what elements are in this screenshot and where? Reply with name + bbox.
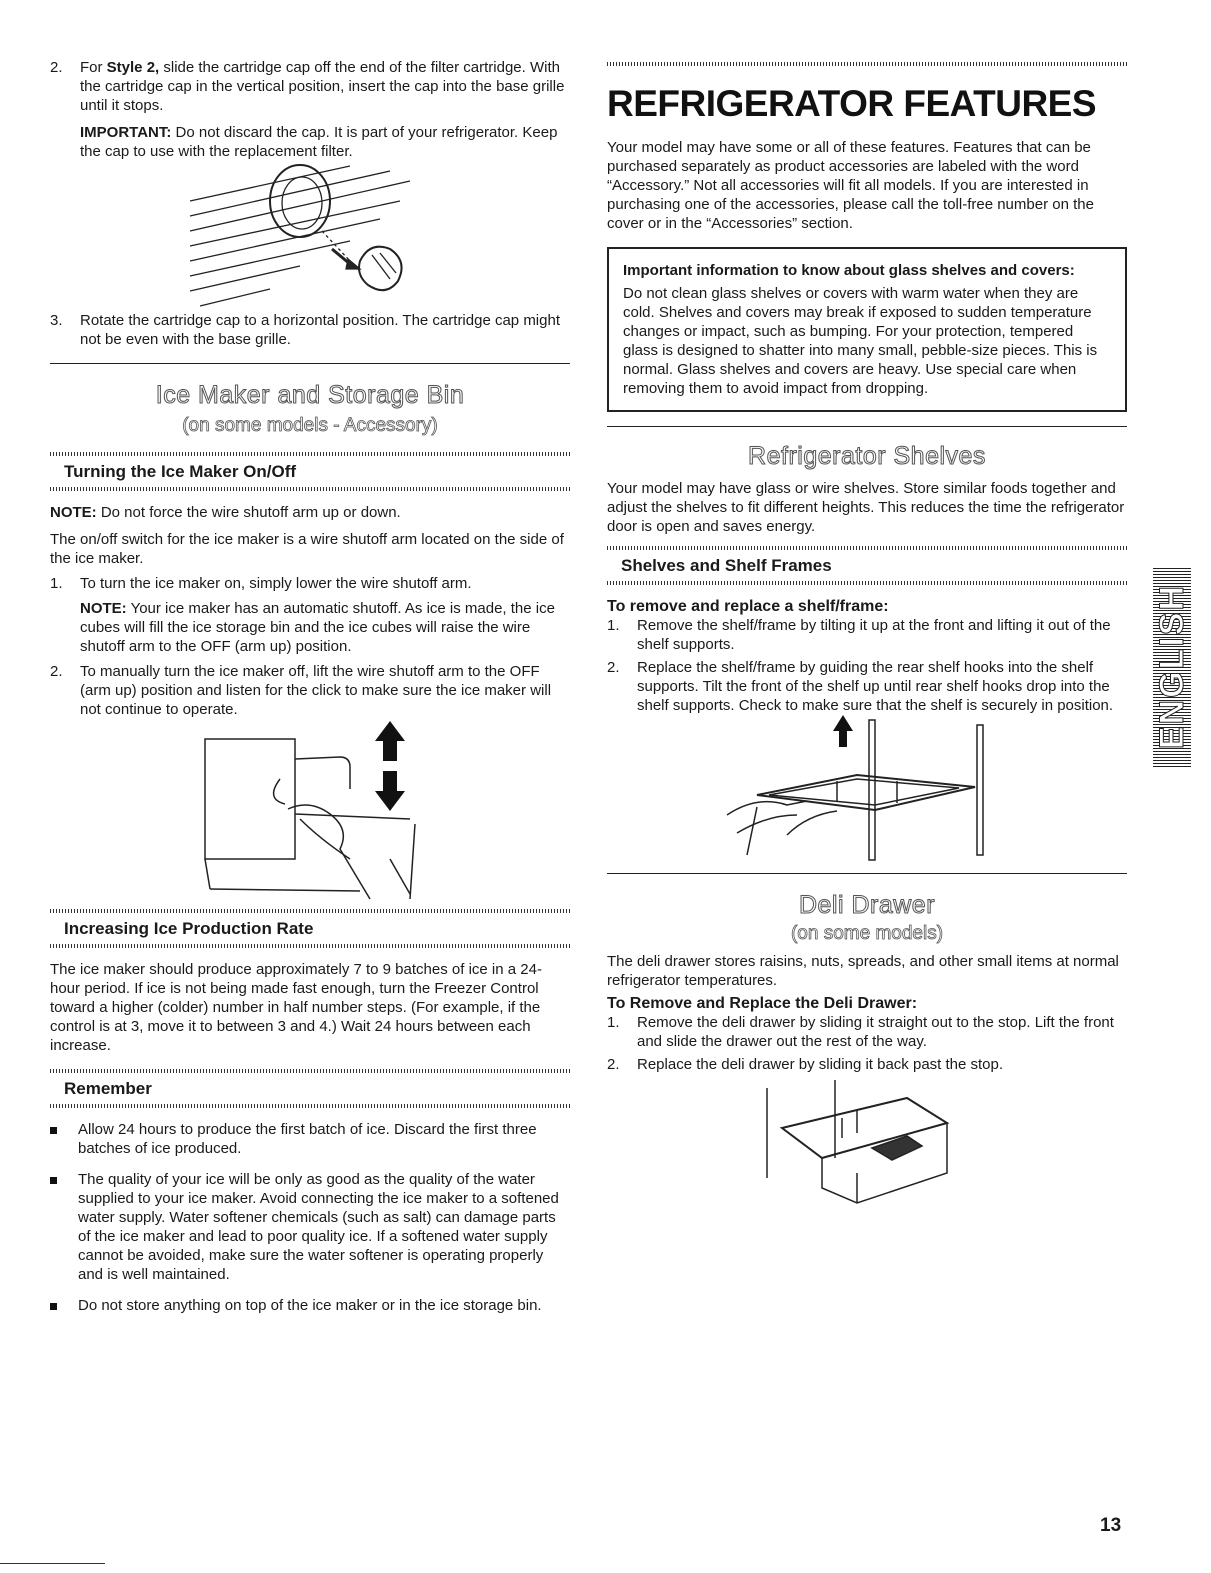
language-side-tab bbox=[1153, 567, 1191, 767]
note-label: NOTE: bbox=[80, 600, 127, 617]
deli-drawer-illustration bbox=[607, 1078, 1127, 1208]
turning-heading: Turning the Ice Maker On/Off bbox=[64, 462, 297, 481]
bullet-icon bbox=[50, 1170, 78, 1284]
frames-heading: Shelves and Shelf Frames bbox=[621, 556, 832, 575]
turn-off-step bbox=[50, 662, 570, 719]
step-text bbox=[80, 58, 570, 115]
step-number: 3. bbox=[50, 312, 63, 329]
hatch-rule bbox=[50, 487, 570, 491]
deli-remove-step bbox=[607, 1013, 1127, 1051]
notice-title: Important information to know about glass shelves and covers: bbox=[623, 262, 1075, 279]
page-title: REFRIGERATOR FEATURES bbox=[607, 83, 1097, 124]
hatch-rule bbox=[50, 452, 570, 456]
hatch-rule bbox=[607, 62, 1127, 66]
step-text: Remove the deli drawer by sliding it straight out to the stop. Lift the front and slide the drawer out the rest of the way. bbox=[637, 1014, 1114, 1050]
footer-rule bbox=[0, 1563, 105, 1564]
ice-maker-subheading: (on some models - Accessory) bbox=[182, 415, 438, 436]
hatch-rule bbox=[50, 944, 570, 948]
hatch-rule bbox=[607, 581, 1127, 585]
remove-shelf-heading: To remove and replace a shelf/frame: bbox=[607, 598, 889, 615]
remove-shelf-step bbox=[607, 616, 1127, 654]
step-number: 2. bbox=[607, 1056, 620, 1073]
remember-text: Do not store anything on top of the ice maker or in the ice storage bin. bbox=[78, 1297, 542, 1314]
shelves-heading: Refrigerator Shelves bbox=[748, 442, 986, 470]
hatch-rule bbox=[50, 1069, 570, 1073]
remember-text: The quality of your ice will be only as good as the quality of the water supplied to your ice maker. Avoid connecting the ice maker to a softened water supply. Water softener chemicals (such as salt) can damage parts of the ice maker and lead to poor quality ice. If a softened water supply cannot be avoided, make sure the water softener is operating properly and is well maintained. bbox=[78, 1171, 559, 1283]
shelf-removal-illustration bbox=[607, 715, 1127, 865]
important-label: IMPORTANT: bbox=[80, 124, 172, 141]
shelves-paragraph: Your model may have glass or wire shelves. Store similar foods together and adjust the shelves to fit different heights. This reduces the time the refrigerator door is open and saves energy. bbox=[607, 480, 1125, 535]
increasing-heading: Increasing Ice Production Rate bbox=[64, 919, 314, 938]
step-number: 1. bbox=[607, 1014, 620, 1031]
deli-drawer-subheading: (on some models) bbox=[790, 923, 944, 944]
bullet-icon bbox=[50, 1296, 78, 1315]
step-text: Remove the shelf/frame by tilting it up at the front and lifting it out of the shelf supports. bbox=[637, 617, 1111, 653]
bullet-icon bbox=[50, 1120, 78, 1158]
remember-heading: Remember bbox=[64, 1079, 152, 1098]
step-text: To manually turn the ice maker off, lift the wire shutoff arm to the OFF (arm up) position and listen for the click to make sure the ice maker will not continue to operate. bbox=[80, 663, 552, 718]
left-column bbox=[50, 58, 570, 1315]
deli-drawer-heading: Deli Drawer bbox=[798, 891, 936, 919]
remember-item bbox=[50, 1170, 570, 1284]
step-text-pre: For bbox=[80, 59, 107, 76]
step-number: 1. bbox=[50, 575, 63, 592]
auto-shutoff-note bbox=[50, 599, 570, 656]
step-text: To turn the ice maker on, simply lower the wire shutoff arm. bbox=[80, 575, 472, 592]
replace-shelf-step bbox=[607, 658, 1127, 715]
notice-text: Do not clean glass shelves or covers with warm water when they are cold. Shelves and covers may break if exposed to sudden temperature changes or impact, such as bumping. For your protection, tempered glass is designed to shatter into many small, pebble-size pieces. This is normal. Glass shelves and covers are heavy. Use special care when removing them to avoid impact from dropping. bbox=[623, 285, 1098, 397]
deli-remove-heading: To Remove and Replace the Deli Drawer: bbox=[607, 995, 918, 1012]
note-text: Your ice maker has an automatic shutoff. As ice is made, the ice cubes will fill the ice storage bin and the ice cubes will raise the wire shutoff arm to the OFF (arm up) position. bbox=[80, 600, 555, 655]
cartridge-cap-illustration bbox=[50, 161, 570, 311]
note-label: NOTE: bbox=[50, 504, 97, 521]
glass-shelves-notice bbox=[607, 247, 1127, 412]
section-divider bbox=[607, 426, 1127, 427]
step-text: Replace the deli drawer by sliding it back past the stop. bbox=[637, 1056, 1004, 1073]
remember-item bbox=[50, 1296, 570, 1315]
step-text: Replace the shelf/frame by guiding the rear shelf hooks into the shelf supports. Tilt the front of the shelf up until rear shelf hooks drop into the shelf supports. Check to make sure that the shelf is securely in position. bbox=[637, 659, 1114, 714]
style-label: Style 2, bbox=[106, 59, 160, 76]
important-text: Do not discard the cap. It is part of your refrigerator. Keep the cap to use with the replacement filter. bbox=[80, 124, 558, 160]
page-number: 13 bbox=[1100, 1515, 1122, 1536]
language-label: ENGLISH bbox=[1152, 584, 1191, 750]
rotate-step bbox=[50, 311, 570, 349]
deli-paragraph: The deli drawer stores raisins, nuts, spreads, and other small items at normal refrigerator temperatures. bbox=[607, 953, 1119, 989]
step-text: Rotate the cartridge cap to a horizontal position. The cartridge cap might not be even with the base grille. bbox=[80, 312, 560, 348]
style2-step bbox=[50, 58, 570, 115]
note-text: Do not force the wire shutoff arm up or down. bbox=[96, 504, 401, 521]
features-intro: Your model may have some or all of these features. Features that can be purchased separately as product accessories are labeled with the word “Accessory.” Not all accessories will fit all models. If you are interested in purchasing one of the accessories, please call the toll-free number on the cover or in the “Accessories” section. bbox=[607, 139, 1094, 232]
important-note bbox=[50, 123, 570, 161]
step-number: 2. bbox=[607, 659, 620, 676]
step-number: 1. bbox=[607, 617, 620, 634]
section-divider bbox=[50, 363, 570, 364]
deli-replace-step bbox=[607, 1055, 1127, 1074]
increasing-paragraph: The ice maker should produce approximately 7 to 9 batches of ice in a 24-hour period. If ice is not being made fast enough, turn the Freezer Control toward a higher (colder) number in half number steps. (For example, if the control is at 3, move it to between 3 and 4.) Wait 24 hours between each increase. bbox=[50, 961, 542, 1054]
section-divider bbox=[607, 873, 1127, 874]
hatch-rule bbox=[607, 546, 1127, 550]
hatch-rule bbox=[50, 1104, 570, 1108]
step-text-rest: slide the cartridge cap off the end of the filter cartridge. With the cartridge cap in the vertical position, insert the cap into the base grille until it stops. bbox=[80, 59, 565, 114]
ice-maker-arm-illustration bbox=[50, 719, 570, 909]
step-number: 2. bbox=[50, 59, 63, 76]
step-number: 2. bbox=[50, 663, 63, 680]
ice-maker-heading: Ice Maker and Storage Bin bbox=[155, 381, 465, 409]
switch-paragraph: The on/off switch for the ice maker is a wire shutoff arm located on the side of the ice maker. bbox=[50, 531, 564, 567]
note-paragraph bbox=[50, 503, 570, 522]
right-column bbox=[607, 62, 1127, 1208]
remember-text: Allow 24 hours to produce the first batch of ice. Discard the first three batches of ice produced. bbox=[78, 1121, 537, 1157]
turn-on-step bbox=[50, 574, 570, 593]
hatch-rule bbox=[50, 909, 570, 913]
remember-item bbox=[50, 1120, 570, 1158]
